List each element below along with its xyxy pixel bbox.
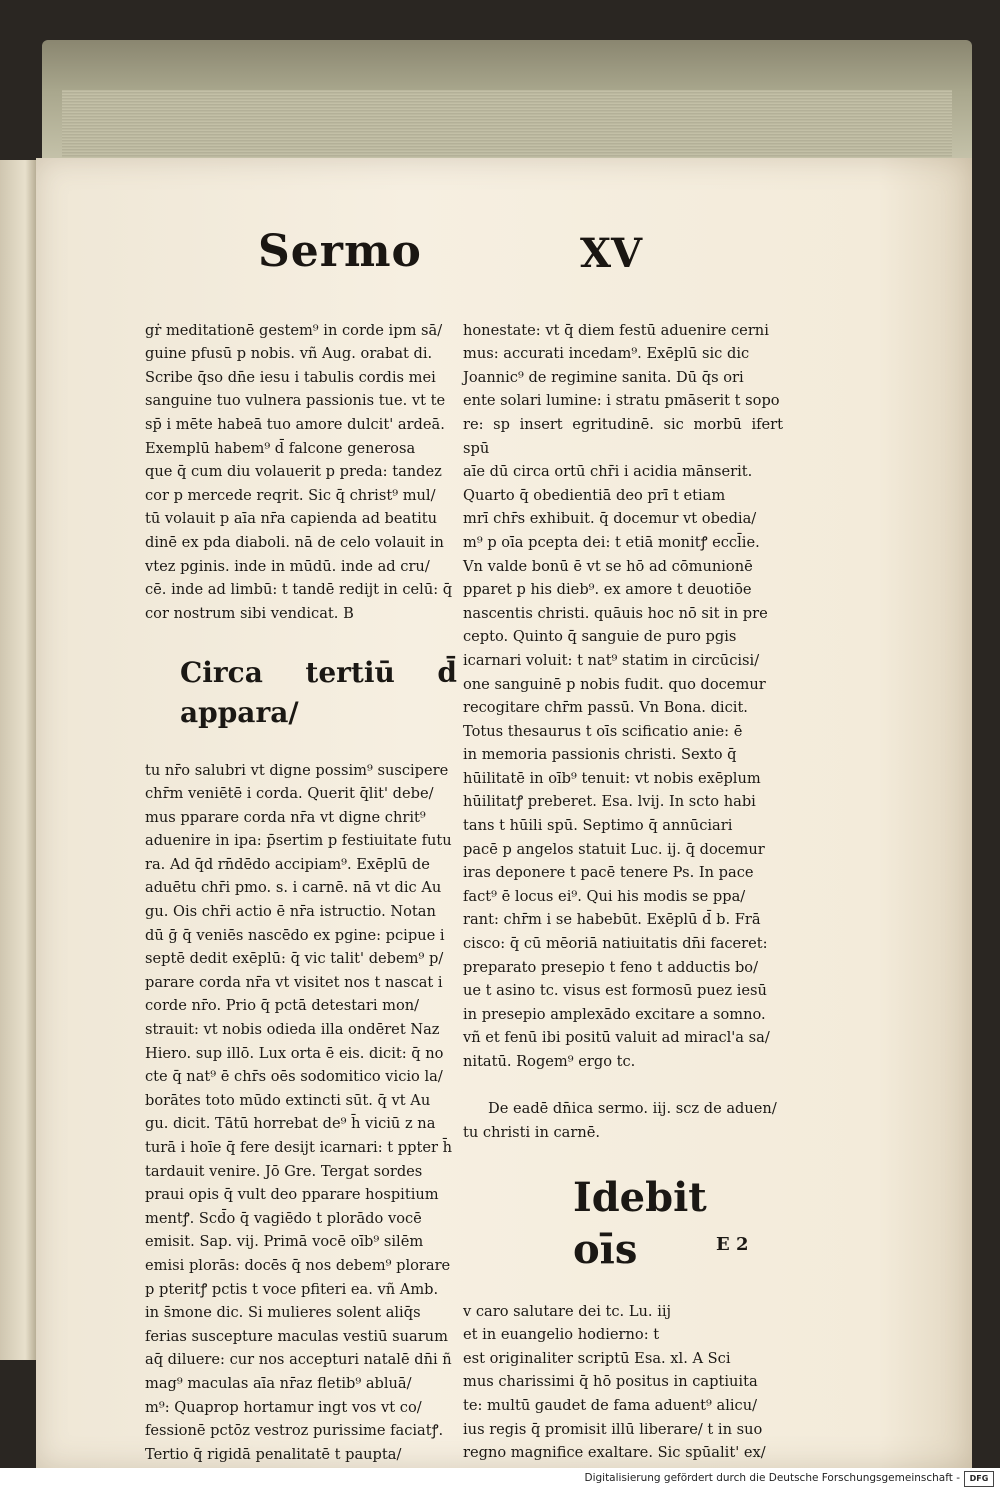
dfg-logo: DFG	[964, 1471, 994, 1487]
right-text-column	[463, 295, 783, 1468]
footer-bar	[0, 1468, 1000, 1493]
sermon-rubric: De eadē dn̄ica sermo. iij. scz de aduen/ tu christi in carnē.	[463, 1100, 777, 1141]
header-title-word: Sermo	[258, 226, 422, 277]
funding-credit: Digitalisierung gefördert durch die Deutsche Forschungsgemeinschaft -	[584, 1472, 960, 1484]
book-page-edges	[42, 40, 972, 170]
header-title-number: XV	[580, 230, 643, 277]
left-paragraph-2: tu nr̄o salubri vt digne possim⁹ suscipere chr̄m veniētē i corda. Querit q̄lit' debe/ mus pparare corda nr̄a vt digne chrit⁹ aduenire in ipa: p̄sertim p festiuitate futu ra. Ad q̄d rn̄dēdo accipiam⁹. Exēplū de aduētu chr̄i pmo. s. i carnē. nā vt dic Au gu. Ois chr̄i actio ē nr̄a istructio. Notan dū ḡ q̄ veniēs nascēdo ex pgine: pcipue i septē dedit exēplū: q̄ vic talit' debem⁹ p/ parare corda nr̄a vt visitet nos t nascat i corde nr̄o. Prio q̄ pctā detestari mon/ strauit: vt nobis odieda illa ondēret Naz Hiero. sup illō. Lux orta ē eis. dicit: q̄ no cte q̄ nat⁹ ē chr̄s oēs sodomitico vicio la/ borātes toto mūdo extincti sūt. q̄ vt Au gu. dicit. Tātū horrebat de⁹ h̄ viciū z na turā i hoīe q̄ fere desijt icarnari: t ppter h̄ tardauit venire. Jō Gre. Tergat sordes praui opis q̄ vult deo pparare hospitium mentꝭ. Scd̄o q̄ vagiēdo t plorādo vocē emisit. Sap. vij. Primā vocē oīb⁹ silēm emisi plorās: docēs q̄ nos debem⁹ plorare p pteritꝭ pctis t voce pfiteri ea. vñ Amb. in s̄mone dic. Si mulieres solent aliq̄s ferias suscepture maculas vestiū suarum aq̄ diluere: cur nos accepturi natalē dn̄i ñ mag⁹ maculas aīa nr̄az fletib⁹ abluā/ m⁹: Quaprop hortamur ingt vos vt co/ fessionē pctōz vestroz purissime faciatꝭ. Tertio q̄ rigidā penalitatē t paupta/	[145, 761, 452, 1463]
signature-mark: E 2	[716, 1234, 749, 1255]
right-paragraph-2: v caro salutare dei tc. Lu. iij et in euangelio hodierno: t est originaliter scriptū Esa. xl. A Sci mus charissimi q̄ hō positus in captiuita te: multū gaudet de fama aduent⁹ alicu/ ius regis q̄ promisit illū liberare/ t in suo regno magnifice exaltare. Sic spūalit' ex/	[463, 1302, 766, 1462]
sermon-initial-line: Idebit oīs	[573, 1173, 707, 1273]
left-text-column	[145, 295, 457, 1468]
left-paragraph-1: gṙ meditationē gestem⁹ in corde ipm sā/ guine pfusū p nobis. vñ Aug. orabat di. Scribe q̄so dn̄e iesu i tabulis cordis mei sanguine tuo vulnera passionis tue. vt te sp̄ i mēte habeā tuo amore dulcit' ardeā. Exemplū habem⁹ d̄ falcone generosa que q̄ cum diu volauerit p preda: tandez cor p mercede reqrit. Sic q̄ christ⁹ mul/ tū volauit p aīa nr̄a capienda ad beatitu dinē ex pda diaboli. nā de celo volauit in vtez pginis. inde in mūdū. inde ad cru/ cē. inde ad limbū: t tandē redijt in celū: q̄ cor nostrum sibi vendicat. B	[145, 321, 453, 622]
running-header	[0, 226, 1000, 296]
facing-page-edge	[0, 160, 36, 1360]
left-section-heading: Circa tertiū d̄ appara/	[180, 655, 457, 729]
right-paragraph-1: honestate: vt q̄ diem festū aduenire cerni mus: accurati incedam⁹. Exēplū sic dic Joannic⁹ de regimine sanita. Dū q̄s ori ente solari lumine: i stratu pmāserit t sopo re: sp insert egritudinē. sic morbū ifert spū aīe dū circa ortū chr̄i i acidia mānserit. Quarto q̄ obedientiā deo prī t etiam mrī chr̄s exhibuit. q̄ docemur vt obedia/ m⁹ p oīa pcepta dei: t etiā monitꝭ eccl̄ie. Vn valde bonū ē vt se hō ad cōmunionē pparet p his dieb⁹. ex amore t deuotiōe nascentis christi. quāuis hoc nō sit in pre cepto. Quinto q̄ sanguie de puro pgis icarnari voluit: t nat⁹ statim in circūcisi/ one sanguinē p nobis fudit. quo docemur recogitare chr̄m passū. Vn Bona. dicit. Totus thesaurus t oīs scificatio anie: ē in memoria passionis christi. Sexto q̄ hūilitatē in oīb⁹ tenuit: vt nobis exēplum hūilitatꝭ preberet. Esa. lvij. In scto habi tans t hūili spū. Septimo q̄ annūciari pacē p angelos statuit Luc. ij. q̄ docemur iras deponere t pacē tenere Ps. In pace fact⁹ ē locus ei⁹. Qui his modis se ppa/ rant: chr̄m i se habebūt. Exēplū d̄ b. Frā cisco: q̄ cū mēoriā natiuitatis dn̄i faceret: preparato presepio t feno t adductis bo/ ue t asino tc. visus est formosū puez iesū in presepio amplexādo excitare a somno. vñ et fenū ibi positū valuit ad miracl'a sa/ nitatū. Rogem⁹ ergo tc.	[463, 321, 783, 1070]
